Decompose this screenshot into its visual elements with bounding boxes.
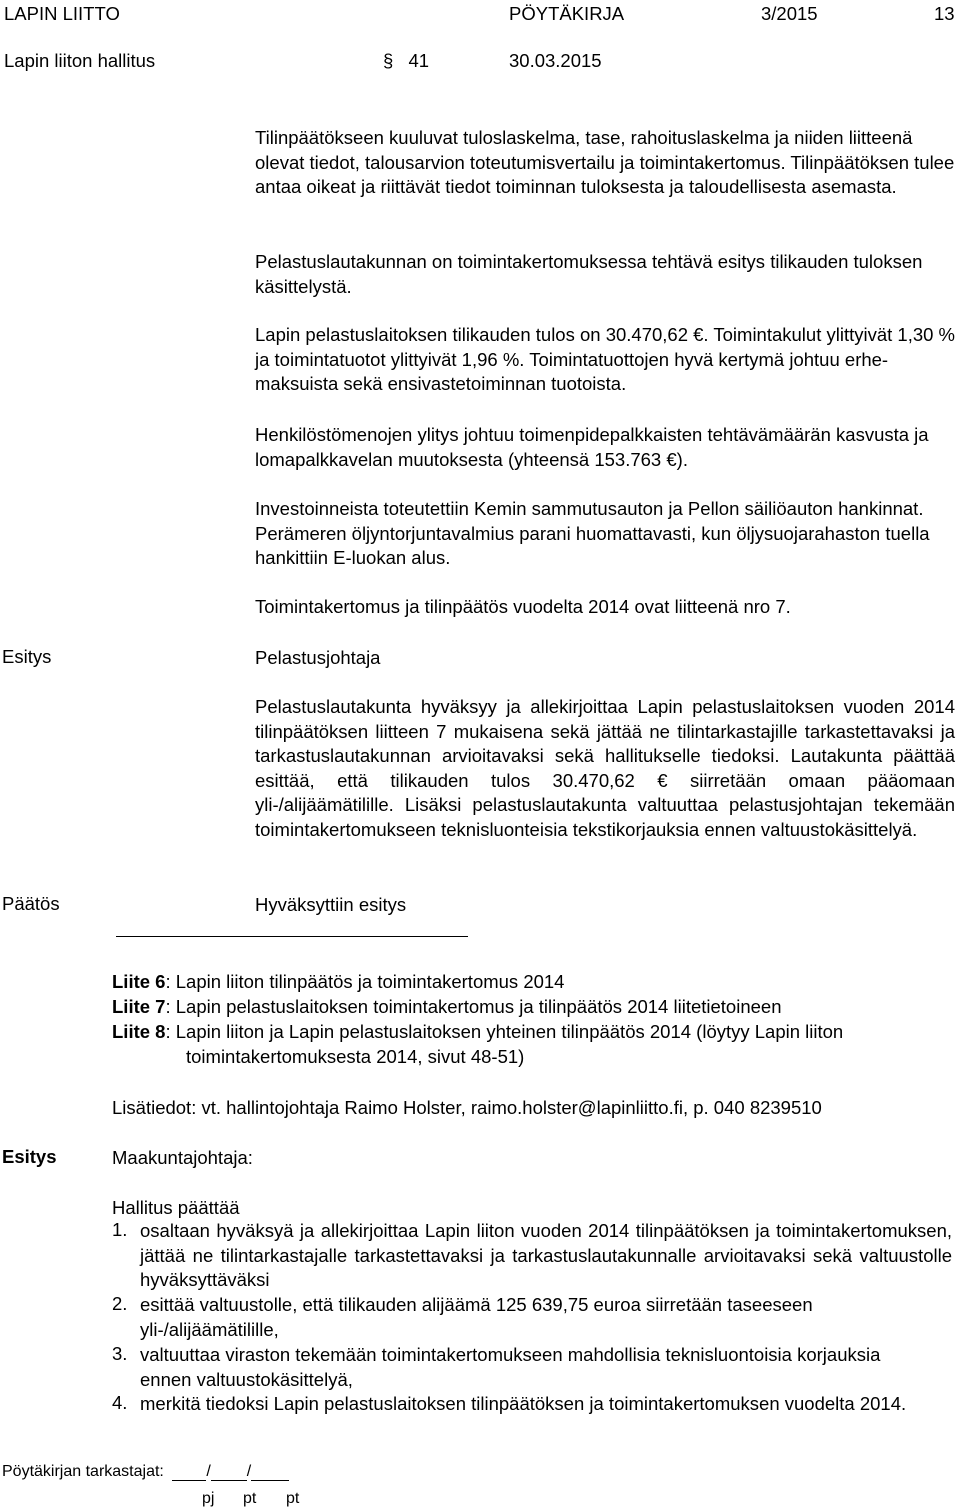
paragraph-liite: Toimintakertomus ja tilinpäätös vuodelta 2014 ovat liitteenä nro 7. — [255, 596, 791, 617]
liite-7 — [112, 995, 781, 1020]
liite-text: : Lapin liiton ja Lapin pelastuslaitoksen yhteinen tilinpäätös 2014 (löytyy Lapin liiton — [165, 1021, 844, 1042]
liite-label: Liite 7 — [112, 996, 166, 1017]
section-number-value: 41 — [408, 50, 430, 71]
liite-label: Liite 6 — [112, 971, 166, 992]
liite-6 — [112, 970, 564, 995]
list-number: 2. — [112, 1293, 128, 1314]
esitys-presenter: Pelastusjohtaja — [255, 647, 381, 668]
org-name: LAPIN LIITTO — [4, 3, 120, 24]
footer-slash-1: / — [206, 1463, 211, 1480]
footer-label: Pöytäkirjan tarkastajat: — [2, 1463, 164, 1480]
liite-label: Liite 8 — [112, 1021, 166, 1042]
paragraph-investoinnit: Investoinneista toteutettiin Kemin sammutusauton ja Pellon säiliöauton hankinnat. Perämeren öljyntorjuntavalmius parani huomattavasti, kun öljysuojarahaston tuella hankittiin E-luokan alus. — [255, 498, 930, 569]
footer-initial-pj: pj — [202, 1490, 215, 1507]
signature-blank-1 — [172, 1463, 206, 1481]
page-number: 13 — [934, 3, 955, 24]
decision-intro: Hallitus päättää — [112, 1197, 240, 1218]
doc-number: 3/2015 — [761, 3, 818, 24]
signature-blank-2 — [211, 1463, 247, 1481]
list-number: 4. — [112, 1392, 128, 1413]
meeting-date: 30.03.2015 — [509, 50, 602, 71]
list-text: esittää valtuustolle, että tilikauden alijäämä 125 639,75 euroa siirretään taseeseen yli-/alijäämätilille, — [140, 1294, 813, 1340]
list-text: valtuuttaa viraston tekemään toimintakertomukseen mahdollisia teknisluontoisia korjauksia ennen valtuustokäsittelyä, — [140, 1344, 881, 1390]
signature-blank-3 — [251, 1463, 289, 1481]
esitys-2-presenter: Maakuntajohtaja: — [112, 1147, 253, 1168]
footer-initial-pt-1: pt — [243, 1490, 257, 1507]
footer-initial-pt-2: pt — [286, 1490, 300, 1507]
liite-8 — [112, 1020, 843, 1045]
list-number: 1. — [112, 1219, 128, 1240]
section-sign-icon: § — [383, 50, 394, 71]
section-number — [383, 50, 429, 72]
paragraph-tilinpaatos: Tilinpäätökseen kuuluvat tuloslaskelma, tase, rahoituslaskelma ja niiden liitteenä olevat tiedot, talousarvion toteutumisvertailu ja toimintakertomus. Tilinpäätöksen tulee antaa oikeat ja riittävät tiedot toiminnan tuloksesta ja taloudellisesta asemasta. — [255, 127, 955, 198]
paragraph-kasittely: Pelastuslautakunnan on toimintakertomuksessa tehtävä esitys tilikauden tuloksen käsittelystä. — [255, 251, 923, 297]
esitys-text: Pelastuslautakunta hyväksyy ja allekirjoittaa Lapin pelastuslaitoksen vuoden 2014 tilinpäätöksen liitteen 7 mukaisena sekä jättää ne tilintarkastajille tarkastettavaksi ja tarkastuslautakunnan arvioitavaksi sekä hallitukselle tiedoksi. Lautakunta päättää esittää, että tilikauden tulos 30.470,62 € siirretään omaan pääomaan yli-/alijäämätilille. Lisäksi pelastuslautakunta valtuuttaa pelastusjohtajan tekemään toimintakertomukseen teknisluonteisia tekstikorjauksia ennen valtuustokäsittelyä. — [255, 696, 955, 840]
paatos-text: Hyväksyttiin esitys — [255, 894, 407, 915]
esitys-2-label: Esitys — [2, 1146, 57, 1167]
liite-8-continuation: toimintakertomuksesta 2014, sivut 48-51) — [186, 1046, 525, 1067]
doc-type: PÖYTÄKIRJA — [509, 3, 625, 24]
paragraph-henkilosto: Henkilöstömenojen ylitys johtuu toimenpidepalkkaisten tehtävämäärän kasvusta ja lomapalkkavelan muutoksesta (yhteensä 153.763 €). — [255, 424, 929, 470]
contact-info: Lisätiedot: vt. hallintojohtaja Raimo Holster, raimo.holster@lapinliitto.fi, p. 040 8239510 — [112, 1097, 822, 1118]
footer-reviewers — [2, 1463, 289, 1481]
list-number: 3. — [112, 1343, 128, 1364]
liite-text: : Lapin pelastuslaitoksen toimintakertomus ja tilinpäätös 2014 liitetietoineen — [165, 996, 782, 1017]
liite-text: : Lapin liiton tilinpäätös ja toimintakertomus 2014 — [165, 971, 565, 992]
paatos-label: Päätös — [2, 893, 60, 914]
list-text: osaltaan hyväksyä ja allekirjoittaa Lapin liiton vuoden 2014 tilinpäätöksen ja toimintakertomuksen, jättää ne tilintarkastajalle tarkastettavaksi ja tarkastuslautakunnalle arvioitavaksi sekä valtuustolle hyväksyttäväksi — [140, 1220, 952, 1291]
paragraph-tulos: Lapin pelastuslaitoksen tilikauden tulos on 30.470,62 €. Toimintakulut ylittyivät 1,30 % ja toimintatuotot ylittyivät 1,96 %. Toimintatuottojen hyvä kertymä johtuu erhe-maksuista sekä ensivastetoiminnan tuotoista. — [255, 324, 956, 395]
footer-slash-2: / — [246, 1463, 252, 1480]
separator-line — [116, 936, 468, 937]
meeting-body: Lapin liiton hallitus — [4, 50, 156, 71]
list-text: merkitä tiedoksi Lapin pelastuslaitoksen tilinpäätöksen ja toimintakertomuksen vuodelta 2014. — [140, 1393, 907, 1414]
esitys-label: Esitys — [2, 646, 52, 667]
